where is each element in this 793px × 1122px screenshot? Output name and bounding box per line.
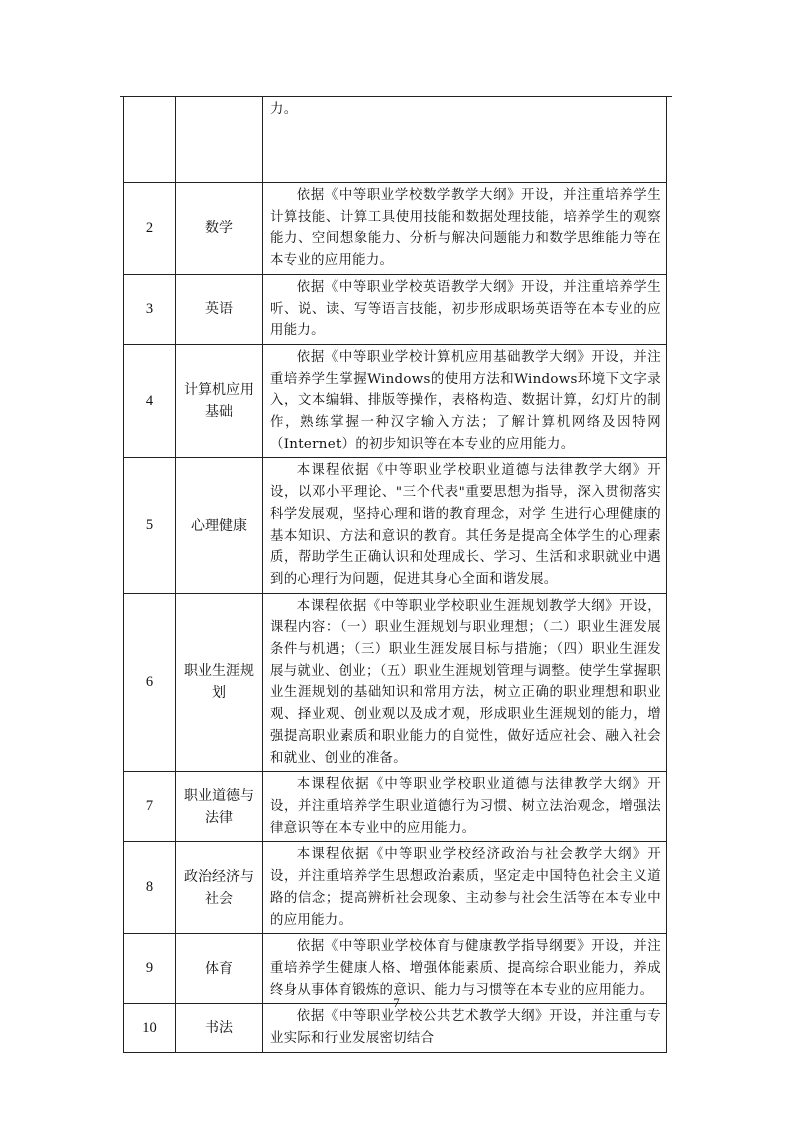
course-name: 计算机应用基础: [176, 344, 263, 458]
course-number: 7: [124, 772, 176, 842]
course-number: 10: [124, 1004, 176, 1052]
table-row: [124, 593, 667, 772]
course-description: [263, 772, 667, 842]
course-name: 体育: [176, 934, 263, 1004]
course-description-text: 本课程依据《中等职业学校经济政治与社会教学大纲》开设，并注重培养学生思想政治素质，坚定走中国特色社会主义道路的信念；提高辨析社会现象、主动参与社会生活等在本专业中的应用能力。: [270, 847, 661, 928]
course-description-text: 本课程依据《中等职业学校职业生涯规划教学大纲》开设，课程内容：（一）职业生涯规划与职业理想；（二）职业生涯发展条件与机遇；（三）职业生涯发展目标与措施；（四）职业生涯发展与就业、创业；（五）职业生涯规划管理与调整。使学生掌握职业生涯规划的基础知识和常用方法，树立正确的职业理想和职业观、择业观、创业观以及成才观，形成职业生涯规划的能力，增强提高职业素质和职业能力的自觉性，做好适应社会、融入社会和就业、创业的准备。: [270, 598, 661, 766]
course-description-text: 依据《中等职业学校体育与健康教学指导纲要》开设，并注重培养学生健康人格、增强体能素质、提高综合职业能力，养成终身从事体育锻炼的意识、能力与习惯等在本专业的应用能力。: [270, 939, 661, 998]
course-number: 4: [124, 344, 176, 458]
course-number: 6: [124, 593, 176, 772]
course-number: 9: [124, 934, 176, 1004]
course-number: [124, 97, 176, 183]
page-number: 7: [393, 995, 400, 1010]
course-name: 数学: [176, 183, 263, 275]
course-description-text: 力。: [270, 102, 298, 117]
course-description: [263, 842, 667, 934]
course-description: [263, 593, 667, 772]
table-row: [124, 458, 667, 593]
course-name: 书法: [176, 1004, 263, 1052]
course-description: [263, 458, 667, 593]
course-description: [263, 274, 667, 344]
course-number: 2: [124, 183, 176, 275]
table-row: [124, 1004, 667, 1052]
course-description: [263, 1004, 667, 1052]
course-number: 8: [124, 842, 176, 934]
course-number: 5: [124, 458, 176, 593]
table-row: [124, 274, 667, 344]
table-row: [124, 842, 667, 934]
course-description: [263, 183, 667, 275]
table-row: [124, 183, 667, 275]
course-name: 英语: [176, 274, 263, 344]
course-description-text: 依据《中等职业学校计算机应用基础教学大纲》开设，并注重培养学生掌握Windows的使用方法和Windows环境下文字录入，文本编辑、排版等操作，表格构造、数据计算，幻灯片的制作，熟练掌握一种汉字输入方法；了解计算机网络及因特网（Internet）的初步知识等在本专业的应用能力。: [270, 349, 661, 452]
course-name: [176, 97, 263, 183]
course-description-text: 依据《中等职业学校公共艺术教学大纲》开设，并注重与专业实际和行业发展密切结合: [270, 1009, 661, 1047]
course-description-text: 本课程依据《中等职业学校职业道德与法律教学大纲》开设，以邓小平理论、"三个代表"重要思想为指导，深入贯彻落实科学发展观，坚持心理和谐的教育理念，对学 生进行心理健康的基本知识、方法和意识的教育。其任务是提高全体学生的心理素质，帮助学生正确认识和处理成长、学习、生活和求职就业中遇到的心理行为问题，促进其身心全面和谐发展。: [270, 463, 661, 587]
course-table: [123, 96, 667, 1053]
course-description: [263, 97, 667, 183]
table-row: [124, 772, 667, 842]
course-name: 政治经济与社会: [176, 842, 263, 934]
course-number: 3: [124, 274, 176, 344]
course-name: 心理健康: [176, 458, 263, 593]
course-description-text: 本课程依据《中等职业学校职业道德与法律教学大纲》开设，并注重培养学生职业道德行为习惯、树立法治观念，增强法律意识等在本专业中的应用能力。: [270, 777, 661, 836]
course-name: 职业道德与法律: [176, 772, 263, 842]
course-description-text: 依据《中等职业学校英语教学大纲》开设，并注重培养学生听、说、读、写等语言技能，初步形成职场英语等在本专业的应用能力。: [270, 279, 661, 339]
table-row: [124, 934, 667, 1004]
table-row: [124, 344, 667, 458]
table-row: [124, 97, 667, 183]
course-description: [263, 344, 667, 458]
course-name: 职业生涯规划: [176, 593, 263, 772]
course-description: [263, 934, 667, 1004]
course-description-text: 依据《中等职业学校数学教学大纲》开设，并注重培养学生计算技能、计算工具使用技能和数据处理技能，培养学生的观察能力、空间想象能力、分析与解决问题能力和数学思维能力等在本专业的应用能力。: [270, 188, 661, 269]
